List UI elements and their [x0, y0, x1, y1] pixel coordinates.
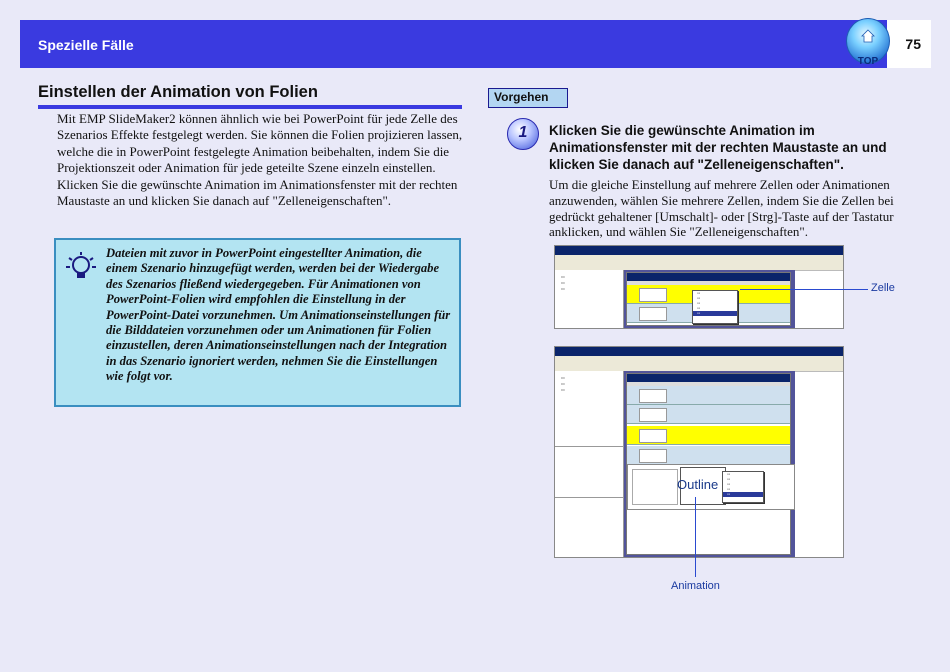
callout-line-animation	[695, 497, 696, 577]
preview-text: Outline	[677, 477, 719, 492]
page-header	[20, 20, 931, 68]
scenario-pane	[624, 270, 795, 328]
top-button[interactable]	[846, 18, 890, 67]
page-heading: Einstellen der Animation von Folien	[38, 83, 318, 101]
scenario-titlebar	[627, 374, 790, 382]
table-row[interactable]	[627, 446, 790, 465]
step-number: 1	[518, 124, 528, 141]
folder-tree: ▭ ▭ ▭	[555, 371, 624, 557]
window-menubar	[555, 255, 843, 262]
callout-animation-label: Animation	[671, 580, 720, 592]
table-row[interactable]	[627, 405, 790, 424]
scenario-titlebar	[627, 273, 790, 281]
intro-paragraph: Mit EMP SlideMaker2 können ähnlich wie bei PowerPoint für jede Zelle des Szenarios Effekte festgelegt werden. Sie können die Folien projizieren lassen, welche die in PowerPoint festgelegte Animation beibehalten, indem Sie die Projektionszeit oder Animation für jede geteilte Szene einzeln einstellen. Klicken Sie die gewünschte Animation im Animationsfenster mit der rechten Maustaste an und klicken Sie danach auf "Zelleneigenschaften".	[57, 111, 463, 209]
page-number-box	[885, 20, 931, 68]
folder-tree: ▭ ▭ ▭	[555, 270, 624, 328]
window-titlebar	[555, 246, 843, 255]
screenshot-animation-selection	[554, 346, 844, 558]
home-icon	[861, 29, 875, 43]
table-row[interactable]	[627, 386, 790, 405]
callout-line-cell	[740, 289, 868, 290]
window-titlebar	[555, 347, 843, 356]
lightbulb-icon	[64, 250, 98, 284]
step-badge	[507, 118, 539, 150]
step-heading: Klicken Sie die gewünschte Animation im Animationsfenster mit der rechten Maustaste an und klicken Sie danach auf "Zelleneigenschaften".	[549, 123, 887, 172]
note-box	[54, 238, 461, 407]
top-label: TOP	[857, 56, 879, 67]
screenshot-cell-selection	[554, 245, 844, 329]
page-number: 75	[905, 36, 921, 52]
heading-rule	[38, 105, 462, 109]
window-menubar	[555, 356, 843, 363]
context-menu[interactable]: ▭ ▭ ▭ ▭ ▭	[722, 471, 764, 503]
note-text: Dateien mit zuvor in PowerPoint eingestellter Animation, die einem Szenario hinzugefügt werden, werden bei der Wiedergabe des Szenarios fließend wiedergegeben. Für Animationen von PowerPoint-Folien wird empfohlen die Einstellung in der PowerPoint-Datei vorzunehmen. Um Animationseinstellungen für die Bilddateien vorzunehmen oder um Animationen für Folien einzustellen, deren Animationseinstellungen nach der Integration in das Szenario ignoriert werden, nehmen Sie die Einstellungen wie folgt vor.	[106, 246, 451, 384]
step-body: Um die gleiche Einstellung auf mehrere Zellen oder Animationen anzuwenden, wählen Sie mehrere Zellen, indem Sie die Zellen bei gedrückt gehaltener [Umschalt]- oder [Strg]-Taste auf der Tastatur anklicken, und wählen Sie "Zelleneigenschaften".	[549, 177, 894, 240]
procedure-label: Vorgehen	[488, 88, 568, 108]
callout-cell-label: Zelle	[871, 282, 895, 294]
table-row[interactable]	[627, 426, 790, 445]
context-menu[interactable]: ▭ ▭ ▭ ▭ ▭	[692, 290, 738, 324]
section-title: Spezielle Fälle	[38, 37, 134, 53]
